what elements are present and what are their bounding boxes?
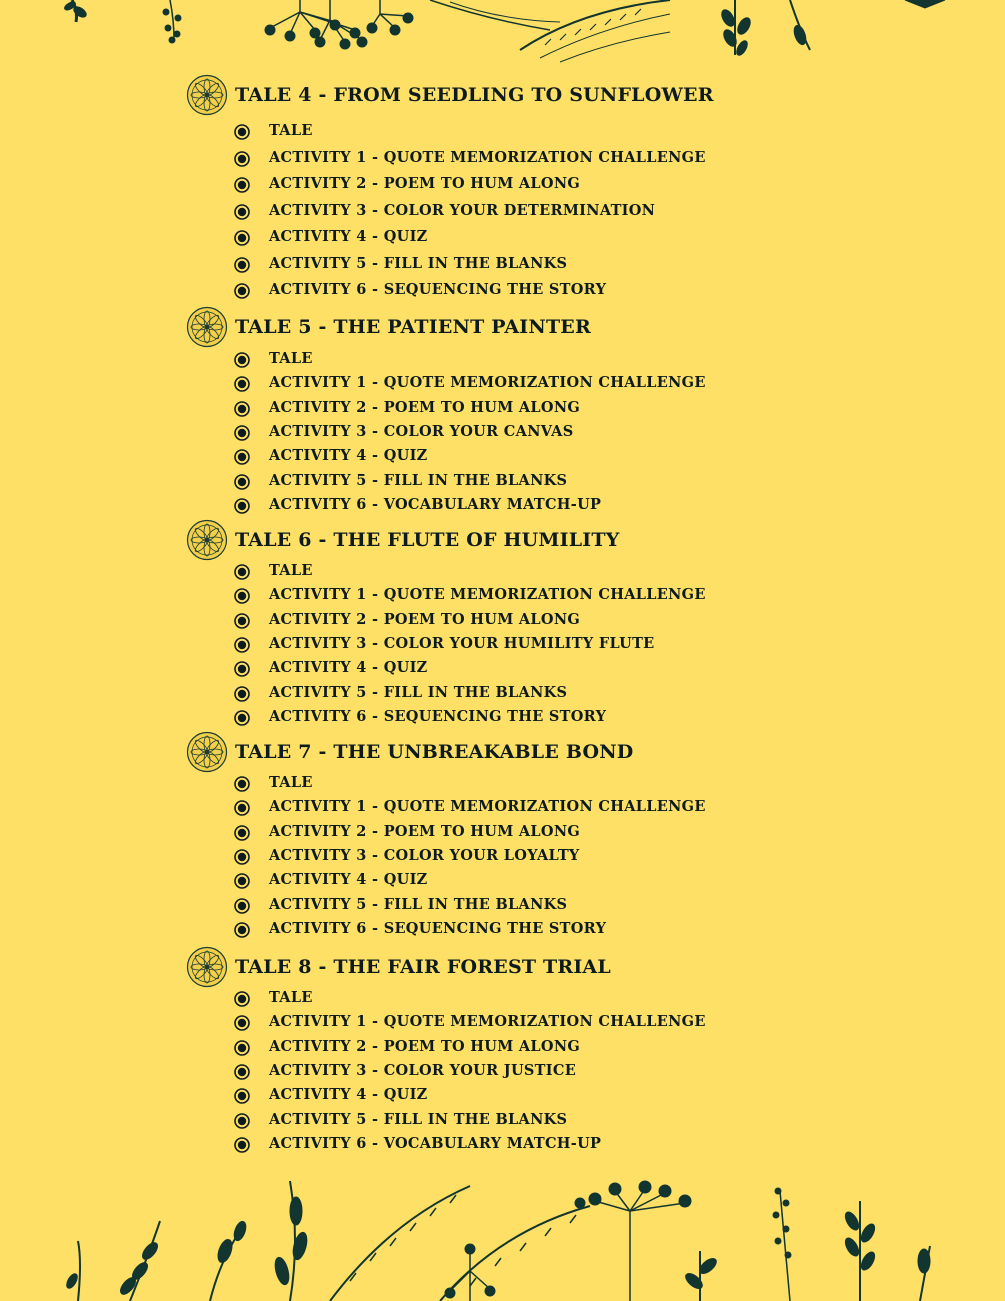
radio-bullet-icon bbox=[234, 1113, 250, 1129]
section-title: TALE 8 - THE FAIR FOREST TRIAL bbox=[235, 956, 611, 978]
item-label: ACTIVITY 1 - QUOTE MEMORIZATION CHALLENGE bbox=[269, 374, 706, 392]
item-label: ACTIVITY 4 - QUIZ bbox=[269, 871, 428, 889]
section-title: TALE 6 - THE FLUTE OF HUMILITY bbox=[235, 529, 620, 551]
item-label: ACTIVITY 3 - COLOR YOUR DETERMINATION bbox=[269, 201, 656, 219]
item-label: ACTIVITY 5 - FILL IN THE BLANKS bbox=[269, 1110, 568, 1128]
item-label: ACTIVITY 6 - SEQUENCING THE STORY bbox=[269, 281, 607, 298]
radio-bullet-icon bbox=[234, 230, 250, 246]
item-label: ACTIVITY 5 - FILL IN THE BLANKS bbox=[269, 683, 568, 701]
radio-bullet-icon bbox=[234, 1137, 250, 1153]
radio-bullet-icon bbox=[234, 564, 250, 580]
item-label: ACTIVITY 2 - POEM TO HUM ALONG bbox=[269, 822, 581, 840]
radio-bullet-icon bbox=[234, 1064, 250, 1080]
radio-bullet-icon bbox=[234, 661, 250, 677]
item-label: ACTIVITY 5 - FILL IN THE BLANKS bbox=[269, 471, 568, 489]
section-header bbox=[186, 731, 886, 771]
item-label: ACTIVITY 4 - QUIZ bbox=[269, 1086, 428, 1104]
section-tale-8 bbox=[186, 946, 886, 1152]
item-label: ACTIVITY 6 - SEQUENCING THE STORY bbox=[269, 707, 607, 725]
radio-bullet-icon bbox=[234, 352, 250, 368]
radio-bullet-icon bbox=[234, 204, 250, 220]
item-label: ACTIVITY 1 - QUOTE MEMORIZATION CHALLENGE bbox=[269, 148, 706, 166]
radio-bullet-icon bbox=[234, 376, 250, 392]
radio-bullet-icon bbox=[234, 177, 250, 193]
section-header bbox=[186, 946, 886, 986]
section-header bbox=[186, 74, 886, 114]
item-label: ACTIVITY 2 - POEM TO HUM ALONG bbox=[269, 398, 581, 416]
item-label: TALE bbox=[269, 562, 313, 579]
radio-bullet-icon bbox=[234, 1040, 250, 1056]
radio-bullet-icon bbox=[234, 686, 250, 702]
radio-bullet-icon bbox=[234, 898, 250, 914]
item-label: ACTIVITY 3 - COLOR YOUR CANVAS bbox=[269, 422, 574, 440]
mandala-emblem-icon bbox=[186, 74, 228, 116]
radio-bullet-icon bbox=[234, 588, 250, 604]
item-label: ACTIVITY 4 - QUIZ bbox=[269, 659, 428, 677]
item-label: ACTIVITY 1 - QUOTE MEMORIZATION CHALLENGE bbox=[269, 1013, 706, 1031]
item-label: ACTIVITY 5 - FILL IN THE BLANKS bbox=[269, 254, 568, 272]
radio-bullet-icon bbox=[234, 613, 250, 629]
radio-bullet-icon bbox=[234, 1088, 250, 1104]
section-title: TALE 4 - FROM SEEDLING TO SUNFLOWER bbox=[235, 84, 714, 106]
item-label: ACTIVITY 2 - POEM TO HUM ALONG bbox=[269, 610, 581, 628]
section-tale-6 bbox=[186, 519, 886, 725]
item-label: ACTIVITY 4 - QUIZ bbox=[269, 447, 428, 465]
item-label: ACTIVITY 1 - QUOTE MEMORIZATION CHALLENGE bbox=[269, 798, 706, 816]
item-label: ACTIVITY 4 - QUIZ bbox=[269, 228, 428, 245]
mandala-emblem-icon bbox=[186, 519, 228, 561]
mandala-emblem-icon bbox=[186, 306, 228, 348]
item-label: ACTIVITY 6 - VOCABULARY MATCH-UP bbox=[269, 495, 602, 513]
radio-bullet-icon bbox=[234, 800, 250, 816]
item-label: TALE bbox=[269, 350, 313, 367]
item-label: ACTIVITY 3 - COLOR YOUR LOYALTY bbox=[269, 846, 580, 864]
item-label: ACTIVITY 3 - COLOR YOUR JUSTICE bbox=[269, 1061, 577, 1079]
section-tale-5 bbox=[186, 306, 886, 513]
radio-bullet-icon bbox=[234, 151, 250, 167]
item-label: ACTIVITY 6 - SEQUENCING THE STORY bbox=[269, 919, 607, 937]
radio-bullet-icon bbox=[234, 1015, 250, 1031]
radio-bullet-icon bbox=[234, 257, 250, 273]
radio-bullet-icon bbox=[234, 825, 250, 841]
item-label: ACTIVITY 6 - VOCABULARY MATCH-UP bbox=[269, 1134, 602, 1152]
radio-bullet-icon bbox=[234, 637, 250, 653]
mandala-emblem-icon bbox=[186, 946, 228, 988]
item-label: TALE bbox=[269, 989, 313, 1006]
radio-bullet-icon bbox=[234, 283, 250, 299]
item-label: ACTIVITY 3 - COLOR YOUR HUMILITY FLUTE bbox=[269, 634, 655, 652]
radio-bullet-icon bbox=[234, 991, 250, 1007]
radio-bullet-icon bbox=[234, 776, 250, 792]
item-label: ACTIVITY 5 - FILL IN THE BLANKS bbox=[269, 895, 568, 913]
radio-bullet-icon bbox=[234, 474, 250, 490]
radio-bullet-icon bbox=[234, 849, 250, 865]
section-header bbox=[186, 519, 886, 559]
section-title: TALE 5 - THE PATIENT PAINTER bbox=[235, 316, 591, 338]
item-label: ACTIVITY 1 - QUOTE MEMORIZATION CHALLENGE bbox=[269, 586, 706, 604]
radio-bullet-icon bbox=[234, 425, 250, 441]
radio-bullet-icon bbox=[234, 710, 250, 726]
section-tale-7 bbox=[186, 731, 886, 937]
section-tale-4 bbox=[186, 74, 886, 298]
radio-bullet-icon bbox=[234, 873, 250, 889]
radio-bullet-icon bbox=[234, 401, 250, 417]
radio-bullet-icon bbox=[234, 124, 250, 140]
item-label: TALE bbox=[269, 122, 313, 139]
section-header bbox=[186, 306, 886, 346]
mandala-emblem-icon bbox=[186, 731, 228, 773]
radio-bullet-icon bbox=[234, 922, 250, 938]
item-label: ACTIVITY 2 - POEM TO HUM ALONG bbox=[269, 175, 581, 192]
bottom-botanical-border bbox=[0, 1171, 1005, 1301]
item-label: TALE bbox=[269, 774, 313, 791]
radio-bullet-icon bbox=[234, 449, 250, 465]
item-label: ACTIVITY 2 - POEM TO HUM ALONG bbox=[269, 1037, 581, 1055]
radio-bullet-icon bbox=[234, 498, 250, 514]
section-title: TALE 7 - THE UNBREAKABLE BOND bbox=[235, 741, 634, 763]
